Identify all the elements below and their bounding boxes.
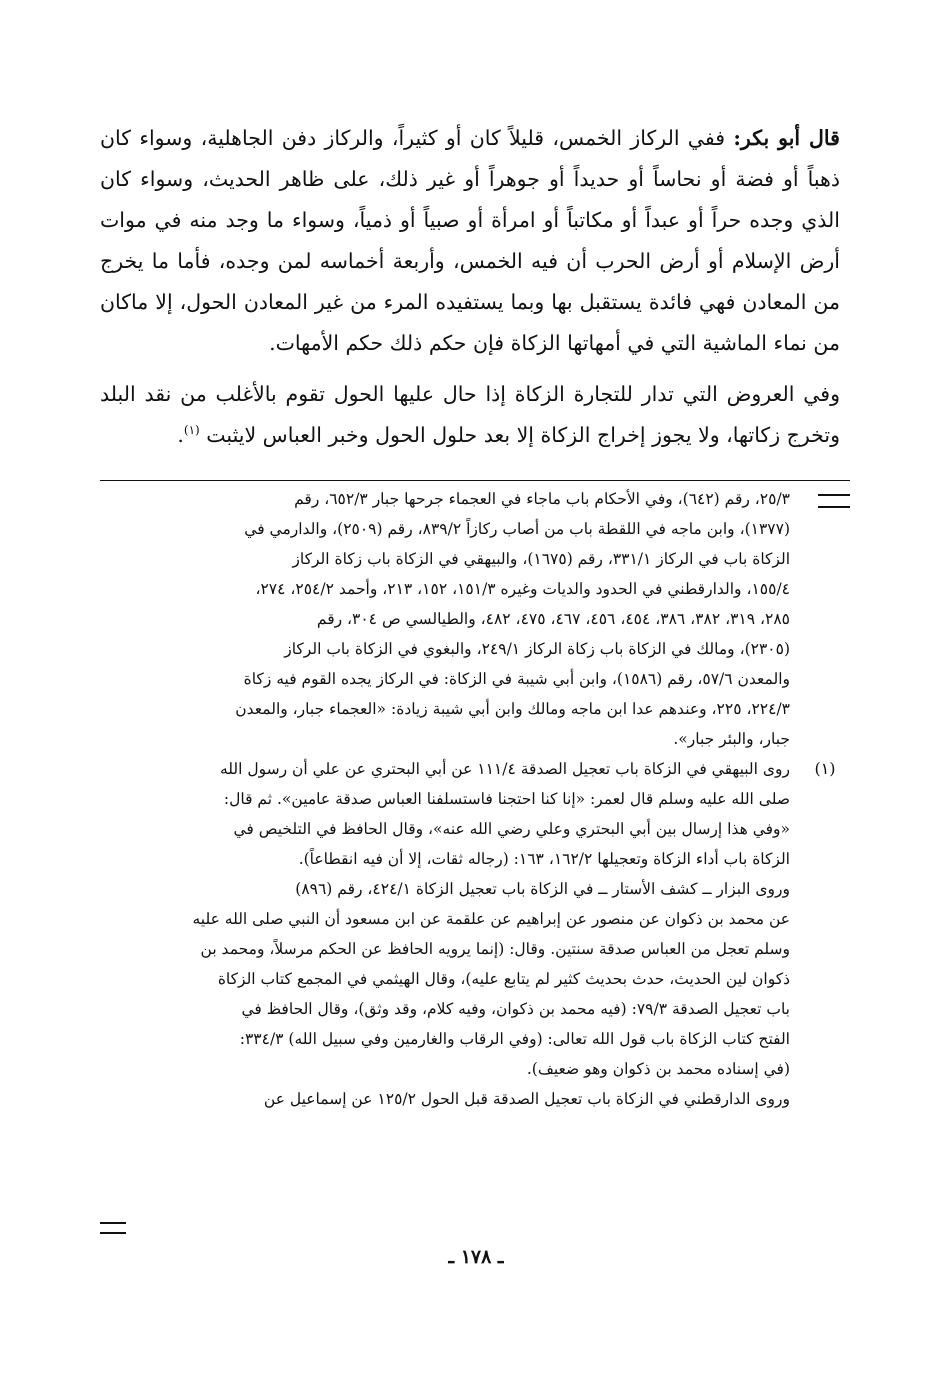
footnote-line: باب تعجيل الصدقة ٧٩/٣: (فيه محمد بن ذكوان، وفيه كلام، وقد وثق)، وقال الحافظ في — [241, 1000, 790, 1018]
footnote-line: عن محمد بن ذكوان عن منصور عن إبراهيم عن علقمة عن ابن مسعود أن النبي صلى الله عليه — [192, 910, 790, 928]
footnote-1 — [100, 754, 850, 1114]
footnote-1-marker: (١) — [814, 759, 836, 778]
footnote-line: (٢٣٠٥)، ومالك في الزكاة باب زكاة الركاز ٢٤٩/١، والبغوي في الزكاة باب الركاز — [284, 640, 790, 658]
main-text — [100, 118, 840, 466]
continuation-mark-bottom-icon — [100, 1222, 126, 1234]
paragraph-2-body: وفي العروض التي تدار للتجارة الزكاة إذا حال عليها الحول تقوم بالأغلب من نقد البلد وتخرج زكاتها، ولا يجوز إخراج الزكاة إلا بعد حلول الحول وخبر العباس لايثبت — [100, 382, 840, 447]
footnote-line: ١٥٥/٤، والدارقطني في الحدود والديات وغيره ١٥١/٣، ١٥٢، ٢١٣، وأحمد ٢٥٤/٢، ٢٧٤، — [255, 580, 790, 598]
footnote-line: وسلم تعجل من العباس صدقة سنتين. وقال: (إنما يرويه الحافظ عن الحكم مرسلاً، ومحمد بن — [200, 940, 790, 958]
paragraph-1-lead: قال أبو بكر: — [733, 126, 840, 150]
footnote-line: «وفي هذا إرسال بين أبي البحتري وعلي رضي الله عنه»، وقال الحافظ في التلخيص في — [233, 820, 790, 838]
footnote-continued — [100, 478, 850, 754]
footnote-line: الفتح كتاب الزكاة باب قول الله تعالى: (وفي الرقاب والغارمين وفي سبيل الله) ٣٣٤/٣: — [239, 1030, 790, 1048]
footnote-line: (في إسناده محمد بن ذكوان وهو ضعيف). — [526, 1060, 790, 1078]
paragraph-1-body: ففي الركاز الخمس، قليلاً كان أو كثيراً، والركاز دفن الجاهلية، وسواء كان ذهباً أو فضة أو نحاساً أو حديداً أو جوهراً أو غير ذلك، على ظاهر الحديث، وسواء كان الذي وجده حراً أو عبداً أو مكاتباً أو امرأة أو صبياً أو ذمياً، وسواء ما وجد منه في موات أرض الإسلام أو أرض الحرب أن فيه الخمس، وأربعة أخماسه لمن وجده، فأما ما يخرج من المعادن فهي فائدة يستقبل بها وبما يستفيده المرء من غير المعادن الحول، إلا ماكان من نماء الماشية التي في أمهاتها الزكاة فإن حكم ذلك حكم الأمهات. — [100, 126, 840, 355]
footnote-line: ٢٥/٣، رقم (٦٤٢)، وفي الأحكام باب ماجاء في العجماء جرحها جبار ٦٥٢/٣، رقم — [294, 490, 790, 508]
paragraph-1 — [100, 118, 840, 364]
footnote-line: ٢٢٤/٣، ٢٢٥، وعندهم عدا ابن ماجه ومالك وابن أبي شيبة زيادة: «العجماء جبار، والمعدن — [235, 700, 790, 718]
footnotes — [100, 478, 850, 1114]
footnote-line: روى البيهقي في الزكاة باب تعجيل الصدقة ١١١/٤ عن أبي البحتري عن علي أن رسول الله — [219, 760, 790, 778]
footnote-line: الزكاة باب أداء الزكاة وتعجيلها ١٦٢/٢، ١٦٣: (رجاله ثقات، إلا أن فيه انقطاعاً). — [298, 850, 790, 868]
footnote-line: ذكوان لين الحديث، حدث بحديث كثير لم يتابع عليه)، وقال الهيثمي في المجمع كتاب الزكاة — [217, 970, 790, 988]
footnote-line: والمعدن ٥٧/٦، رقم (١٥٨٦)، وابن أبي شيبة في الزكاة: في الركاز يجده القوم فيه زكاة — [243, 670, 790, 688]
footnote-line: ٢٨٥، ٣١٩، ٣٨٢، ٣٨٦، ٤٥٤، ٤٥٦، ٤٦٧، ٤٧٥، ٤٨٢، والطيالسي ص ٣٠٤، رقم — [316, 610, 790, 628]
footnote-reference-1[interactable]: (١) — [183, 423, 200, 438]
page-number: ـ ١٧٨ ـ — [448, 1246, 504, 1268]
footnote-line: (١٣٧٧)، وابن ماجه في اللقطة باب من أصاب ركازاً ٨٣٩/٢، رقم (٢٥٠٩)، والدارمي في — [244, 520, 790, 538]
paragraph-2 — [100, 374, 840, 456]
footnote-line: وروى الدارقطني في الزكاة باب تعجيل الصدقة قبل الحول ١٢٥/٢ عن إسماعيل عن — [263, 1090, 790, 1108]
paragraph-2-end: . — [177, 423, 184, 447]
footnote-line: صلى الله عليه وسلم قال لعمر: «إنا كنا احتجنا فاستسلفنا العباس صدقة عامين». ثم قال: — [223, 790, 790, 808]
footnote-line: جبار، والبئر جبار». — [673, 730, 790, 748]
footnote-line: الزكاة باب في الركاز ٣٣١/١، رقم (١٦٧٥)، والبيهقي في الزكاة باب زكاة الركاز — [292, 550, 790, 568]
footnote-line: وروى البزار ــ كشف الأستار ــ في الزكاة باب تعجيل الزكاة ٤٢٤/١، رقم (٨٩٦) — [295, 880, 790, 898]
continuation-mark-icon — [818, 494, 850, 508]
